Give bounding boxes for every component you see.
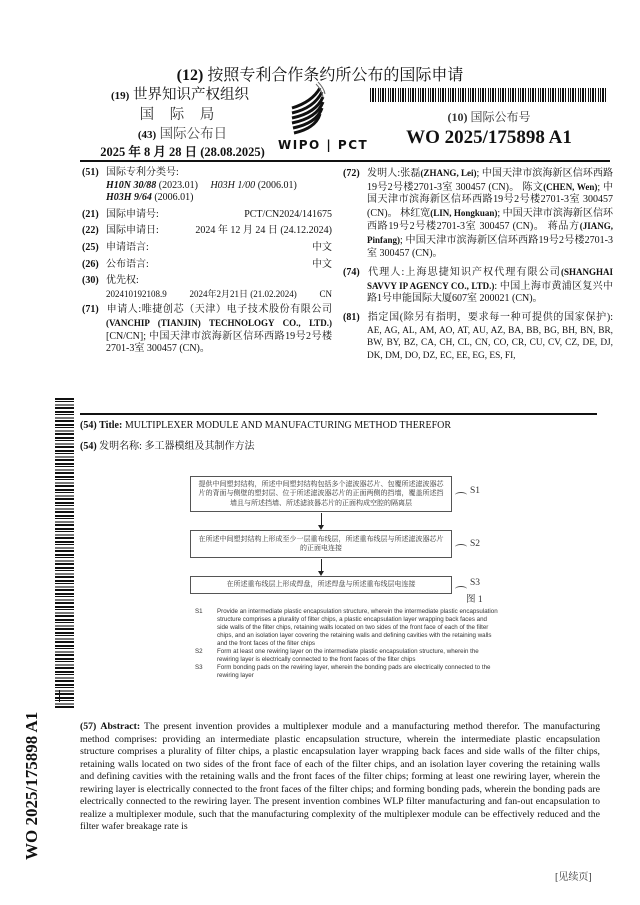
figure-caption: 图 1	[466, 595, 483, 605]
side-barcode-icon	[55, 398, 74, 710]
abstract: (57) Abstract: The present invention provides a multiplexer module and a manufacturing method therefor. The manufacturing method comprises: providing an intermediate plastic encapsulation structure, wherein the intermediate plastic encapsulation structure comprises a plurality of filter chips, a plastic encapsulation layer wrapping back faces and side walls of the filter chips, retaining walls located on two sides of the front face of each of the filter chips, and an isolation layer covering the retaining walls and defining cavities with the retaining walls and the front faces of the filter chips; forming at least one rewiring layer, wherein the rewiring layer is electrically connected to the front faces of the filter chips; and forming bonding pads, wherein the bonding pads are electrically connected to the rewiring layer. The present invention combines WLP filter manufacturing and fan-out encapsulation to realize a multiplexer module, such that the manufacturing complexity of the multiplexer module can be effectively reduced and the filter wafer breakage rate is	[80, 721, 600, 832]
publication-date-value: 2025 年 8 月 28 日 (28.08.2025)	[100, 145, 265, 159]
step-label-s1: S1	[470, 486, 481, 496]
field-code: (19)	[111, 90, 130, 102]
field-51-classification: (51) 国际专利分类号: H10N 30/88 (2023.01) H03H 1/00 (2006.01) H03H 9/64 (2006.01)	[82, 167, 297, 204]
arrow-down-icon	[321, 513, 322, 527]
bibliographic-right-column	[343, 167, 613, 366]
title-chinese: (54) 发明名称: 多工器模组及其制作方法	[80, 441, 255, 452]
arrow-down-icon	[321, 559, 322, 573]
continued-notice: [见续页]	[555, 872, 592, 883]
wipo-pct-text: WIPO | PCT	[278, 138, 369, 152]
leader-line-icon	[455, 492, 467, 498]
field-74-agent: (74) 代理人:上海思捷知识产权代理有限公司(SHANGHAI SAVVY IP AGENCY CO., LTD.): 中国上海市黄浦区复兴中路1号申能国际大厦607室 200021 (CN)。	[343, 267, 614, 305]
biblio-divider	[80, 413, 597, 415]
organization-name: 世界知识产权组织	[132, 87, 249, 103]
field-code: (10)	[447, 110, 468, 124]
publication-date-block	[95, 125, 270, 161]
side-divider	[59, 690, 60, 702]
organization-sub: 国 际 局	[139, 107, 221, 123]
leader-line-icon	[455, 544, 467, 550]
publication-number: WO 2025/175898 A1	[406, 127, 572, 148]
legend-row: S3 Form bonding pads on the rewiring layer, wherein the bonding pads are electrically connected to the rewiring layer	[195, 664, 491, 679]
field-22-filing-date: (22) 国际申请日: 2024 年 12 月 24 日 (24.12.2024)	[82, 225, 332, 237]
step-label-s2: S2	[470, 539, 481, 549]
side-publication-number: WO 2025/175898 A1	[22, 711, 41, 860]
step-label-s3: S3	[470, 578, 481, 588]
legend-row: S1 Provide an intermediate plastic encapsulation structure, wherein the intermediate plastic encapsulation structure comprises a plurality of filter chips, a plastic encapsulation layer wrapping back faces and side walls of the filter chips, retaining walls located on two sides of the front face of each of the filter chips, and an isolation layer covering the retaining walls and defining cavities with the retaining walls and the front faces of the filter chips	[195, 608, 498, 647]
field-code: (12)	[176, 67, 204, 84]
field-71-applicant: (71) 申请人:唯捷创芯（天津）电子技术股份有限公司(VANCHIP (TIANJIN) TECHNOLOGY CO., LTD.) [CN/CN]; 中国天津市滨海新区信环西路19号2号楼2701-3室 300457 (CN)。	[82, 304, 333, 355]
legend-row: S2 Form at least one rewiring layer on the intermediate plastic encapsulation structure, wherein the rewiring layer is electrically connected to the front faces of the filter chips	[195, 648, 479, 663]
publication-date-label: 国际公布日	[159, 126, 228, 141]
field-81-designated-states: (81) 指定国(除另有指明，要求每一种可提供的国家保护): AE, AG, AL, AM, AO, AT, AU, AZ, BA, BB, BG, BH, BN, BR, BW, BY, BZ, CA, CH, CL, CN, CO, CR, CU, CV, CZ, DE, DJ, DK, DM, DO, DZ, EC, EE, EG, ES, FI,	[343, 311, 613, 361]
header-divider	[80, 160, 610, 162]
barcode-icon	[370, 88, 608, 102]
organization-block	[100, 86, 260, 125]
field-code: (43)	[137, 129, 157, 141]
flowchart-step-s3: 在所述重布线层上形成焊盘，所述焊盘与所述重布线层电连接	[190, 576, 452, 594]
bibliographic-left-column	[82, 167, 332, 360]
figure-legend	[195, 608, 500, 680]
title-english: (54) Title: MULTIPLEXER MODULE AND MANUFACTURING METHOD THEREFOR	[80, 420, 452, 431]
document-type: 按照专利合作条约所公布的国际申请	[207, 67, 464, 84]
flowchart-step-s2: 在所述中间塑封结构上形成至少一层重布线层，所述重布线层与所述滤波器芯片的正面电连接	[190, 530, 452, 558]
field-30-priority: (30) 优先权: 202410192108.9 2024年2月21日 (21.02.2024) CN	[82, 275, 332, 299]
flowchart-step-s1: 提供中间塑封结构，所述中间塑封结构包括多个滤波器芯片、包覆所述滤波器芯片的背面与侧壁的塑封层、位于所述滤波器芯片的正面两侧的挡墙，覆盖所述挡墙且与所述挡墙、所述滤波器芯片的正面构成空腔的隔离层	[190, 476, 452, 512]
field-21-application-number: (21) 国际申请号: PCT/CN2024/141675	[82, 208, 332, 220]
publication-number-label: 国际公布号	[470, 110, 531, 124]
field-25-filing-language: (25) 申请语言: 中文	[82, 241, 332, 253]
field-26-publication-language: (26) 公布语言: 中文	[82, 258, 332, 270]
publication-number-block	[370, 108, 608, 149]
field-72-inventors: (72) 发明人:张磊(ZHANG, Lei); 中国天津市滨海新区信环西路19号2号楼2701-3室 300457 (CN)。 陈文(CHEN, Wen); 中国天津市滨海新区信环西路19号2号楼2701-3室 300457 (CN)。 林红宽(LIN, Hongkuan); 中国天津市滨海新区信环西路19号2号楼2701-3室 300457 (CN)。 蒋品方(JIANG, Pinfang); 中国天津市滨海新区信环西路19号2号楼2701-3室 300457 (CN)。	[343, 168, 614, 259]
